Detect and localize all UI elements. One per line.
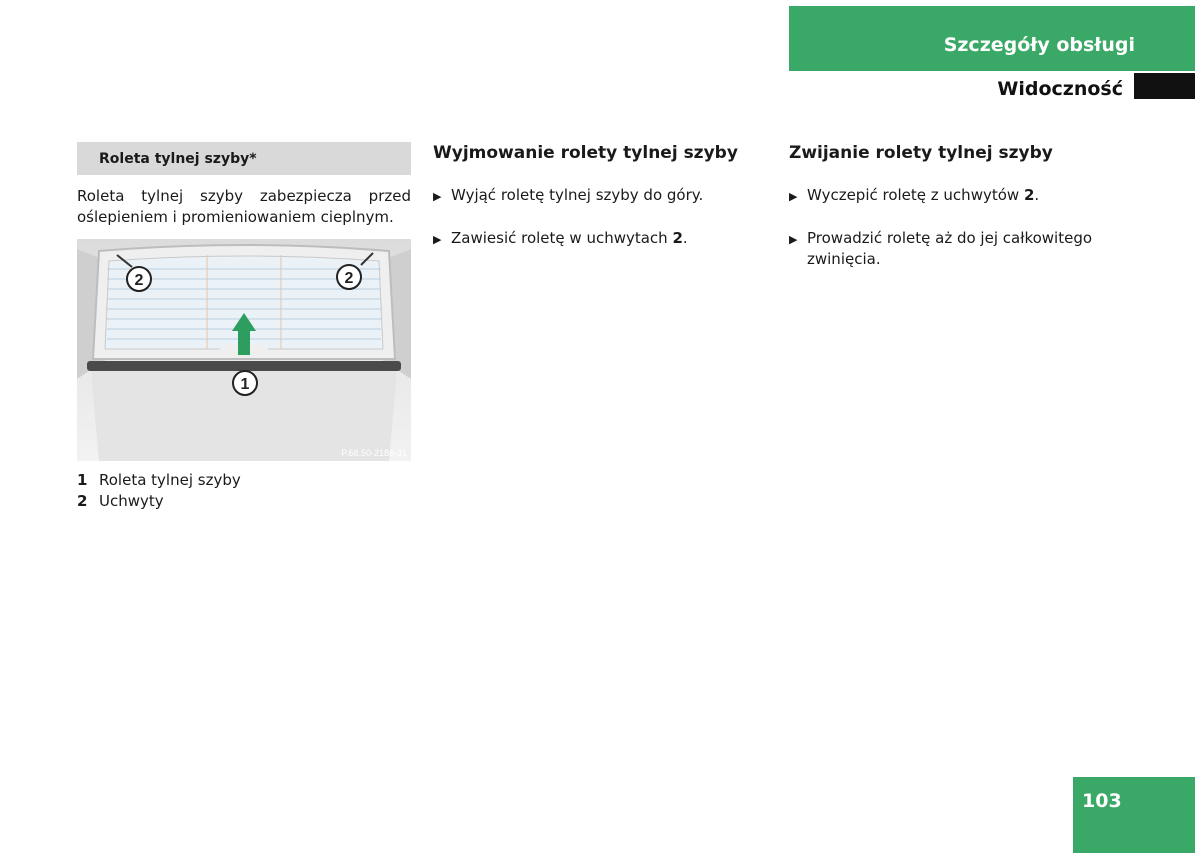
rolling-heading: Zwijanie rolety tylnej szyby — [789, 143, 1053, 163]
figure-code: P.68.50-2186-31 — [341, 448, 407, 458]
legend-number: 2 — [77, 492, 88, 510]
legend-text: Uchwyty — [99, 492, 164, 510]
step-text-main: Prowadzić roletę aż do jej całkowitego zwinięcia. — [807, 229, 1093, 268]
step-item — [789, 228, 1119, 270]
figure-legend — [77, 470, 411, 512]
callout-2-left — [127, 267, 151, 291]
removal-heading: Wyjmowanie rolety tylnej szyby — [433, 143, 738, 163]
triangle-right-icon: ▶ — [433, 233, 442, 246]
callout-2-left-label: 2 — [134, 272, 144, 289]
step-item — [433, 228, 763, 250]
box-heading-label: Roleta tylnej szyby* — [99, 150, 257, 167]
page-number: 103 — [1082, 790, 1122, 812]
subsection-title: Widoczność — [997, 77, 1123, 100]
intro-paragraph: Roleta tylnej szyby zabezpiecza przed oślepieniem i promieniowaniem cieplnym. — [77, 187, 411, 226]
step-text-main: Wyczepić roletę z uchwytów — [807, 186, 1024, 204]
step-text — [451, 228, 688, 250]
page-number-tab — [1073, 777, 1195, 853]
legend-item — [77, 470, 411, 491]
triangle-right-icon: ▶ — [433, 190, 442, 203]
callout-2-right-label: 2 — [344, 270, 354, 287]
blind-bar — [87, 361, 401, 371]
rear-window-figure — [77, 239, 411, 461]
section-title: Szczegóły obsługi — [943, 33, 1135, 56]
removal-steps — [433, 185, 763, 250]
step-text — [451, 185, 703, 207]
step-text-main: Zawiesić roletę w uchwytach — [451, 229, 673, 247]
section-tab — [789, 6, 1195, 71]
step-text — [807, 185, 1039, 207]
step-tail: . — [682, 229, 688, 247]
subsection-bar — [1134, 73, 1195, 99]
box-heading — [77, 142, 411, 175]
step-text-main: Wyjąć roletę tylnej szyby do góry. — [451, 186, 704, 204]
legend-item — [77, 491, 411, 512]
rolling-steps — [789, 185, 1119, 270]
callout-1-label: 1 — [240, 376, 250, 393]
middle-column — [433, 142, 763, 250]
step-text — [807, 228, 1119, 270]
callout-2-right — [337, 265, 361, 289]
triangle-right-icon: ▶ — [789, 190, 798, 203]
step-item — [433, 185, 763, 207]
step-tail: . — [1034, 186, 1040, 204]
right-column — [789, 142, 1119, 270]
step-ref: 2 — [672, 229, 683, 247]
legend-text: Roleta tylnej szyby — [99, 471, 241, 489]
left-column — [77, 142, 411, 512]
rear-window-illustration — [77, 239, 411, 461]
triangle-right-icon: ▶ — [789, 233, 798, 246]
callout-1 — [233, 371, 257, 395]
legend-number: 1 — [77, 471, 88, 489]
step-item — [789, 185, 1119, 207]
step-ref: 2 — [1023, 186, 1035, 204]
